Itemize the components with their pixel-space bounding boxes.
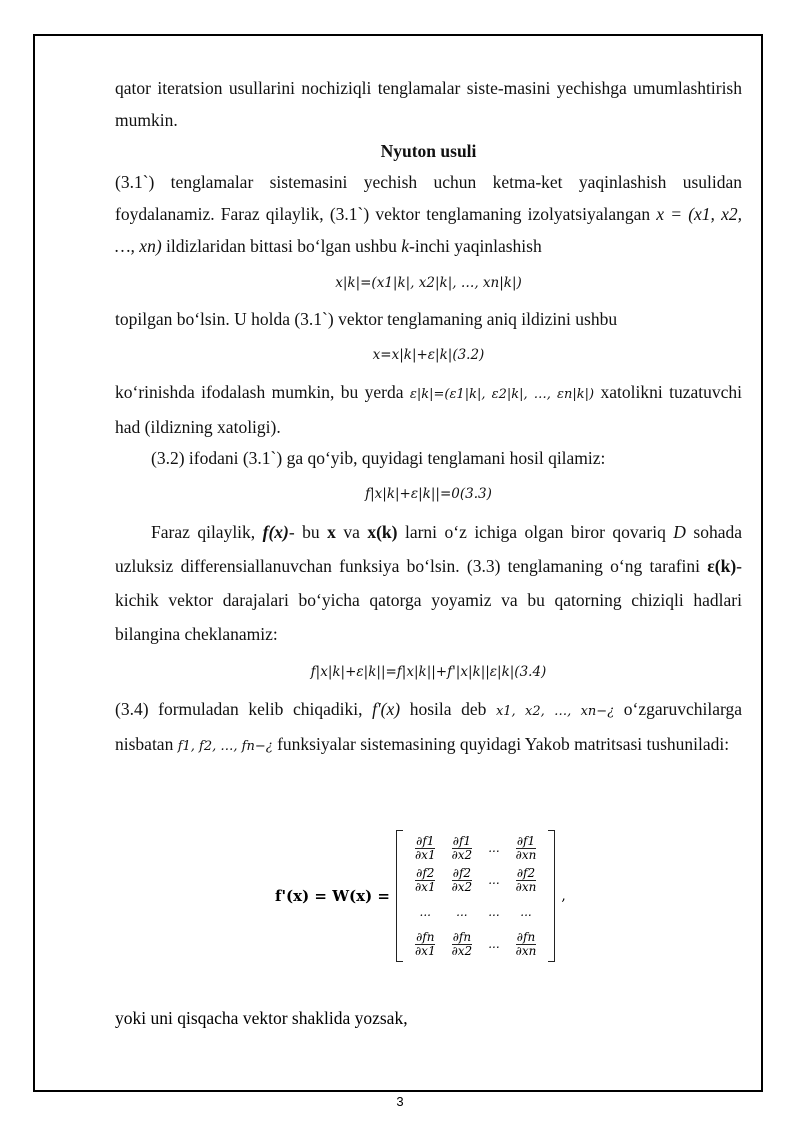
partial-derivative bbox=[516, 867, 537, 894]
text-run: (3.1`) tenglamalar sistemasini yechish uchun ketma-ket yaqinlashish usulidan foydalanamiz. Faraz qilaylik, (3.1`) vektor tenglamaning izolyatsiyalangan bbox=[115, 172, 742, 224]
matrix-cell: ... bbox=[488, 905, 500, 919]
text-run: -inchi yaqinlashish bbox=[409, 236, 542, 256]
paragraph-substitute: (3.2) ifodani (3.1`) ga qo‘yib, quyidagi tenglamani hosil qilamiz: bbox=[151, 448, 606, 468]
matrix-row bbox=[407, 896, 544, 928]
partial-derivative bbox=[415, 867, 436, 894]
domain-D: D bbox=[673, 522, 686, 542]
denominator: ∂xn bbox=[515, 944, 537, 958]
matrix-cell bbox=[444, 832, 481, 864]
matrix-cell bbox=[444, 864, 481, 896]
denominator: ∂x1 bbox=[414, 880, 436, 894]
denominator: ∂xn bbox=[515, 880, 537, 894]
iteration-k: k bbox=[401, 236, 410, 256]
equation-3-2: x=x|k|+ε|k|(3.2) bbox=[372, 347, 485, 363]
numerator: ∂fn bbox=[516, 930, 536, 944]
denominator: ∂x2 bbox=[451, 880, 473, 894]
numerator: ∂f1 bbox=[452, 834, 472, 848]
equation-3-3: f|x|k|+ε|k||=0(3.3) bbox=[365, 486, 492, 502]
matrix-cell: ... bbox=[520, 905, 532, 919]
paragraph-method bbox=[115, 166, 742, 262]
numerator: ∂f2 bbox=[452, 866, 472, 880]
page-number: 3 bbox=[396, 1094, 404, 1109]
matrix-right-bracket bbox=[548, 830, 555, 962]
vector-xk: x(k) bbox=[367, 522, 398, 542]
denominator: ∂x2 bbox=[451, 848, 473, 862]
matrix-left-bracket bbox=[396, 830, 403, 962]
text-run: ildizlaridan bittasi bo‘lgan ushbu bbox=[166, 236, 397, 256]
numerator: ∂fn bbox=[416, 930, 435, 944]
paragraph-error bbox=[115, 376, 742, 443]
denominator: ∂xn bbox=[515, 848, 537, 862]
denominator: ∂x1 bbox=[414, 848, 436, 862]
matrix-cell bbox=[407, 864, 444, 896]
partial-derivative bbox=[452, 931, 473, 958]
text-run: -kichik vektor darajalari bo‘yicha qatorga yoyamiz va bu qatorning chiziqli hadlari bilangina cheklanamiz: bbox=[115, 556, 742, 644]
matrix-cell bbox=[508, 864, 545, 896]
matrix-cell: ... bbox=[488, 937, 500, 951]
denominator: ∂x2 bbox=[451, 944, 473, 958]
matrix-cell bbox=[508, 832, 545, 864]
partial-derivative bbox=[452, 835, 473, 862]
matrix-cell bbox=[407, 928, 444, 960]
partial-derivative bbox=[516, 835, 537, 862]
text-run: (3.4) formuladan kelib chiqadiki, bbox=[115, 699, 363, 719]
equation-3-4: f|x|k|+ε|k||=f|x|k||+f'|x|k||ε|k|(3.4) bbox=[310, 664, 547, 680]
section-heading: Nyuton usuli bbox=[380, 141, 477, 161]
equation-xk: x|k|=(x1|k|, x2|k|, …, xn|k|) bbox=[335, 275, 522, 291]
jacobian-matrix-equation bbox=[275, 828, 566, 964]
paragraph-found: topilgan bo‘lsin. U holda (3.1`) vektor tenglamaning aniq ildizini ushbu bbox=[115, 309, 618, 329]
paragraph-jacobian bbox=[115, 693, 742, 763]
text-run: funksiyalar sistemasining quyidagi Yakob matritsasi tushuniladi: bbox=[277, 734, 730, 754]
matrix-cell bbox=[508, 928, 545, 960]
text-run: ko‘rinishda ifodalash mumkin, bu yerda bbox=[115, 382, 404, 402]
jacobian-matrix bbox=[407, 832, 544, 960]
vector-x-definition: x = (x1, x2, …, xn) bbox=[115, 204, 742, 256]
text-run: - bu bbox=[288, 522, 320, 542]
text-run: larni o‘z ichiga olgan biror qovariq bbox=[404, 522, 666, 542]
matrix-row bbox=[407, 864, 544, 896]
inline-equation-epsilon: ε|k|=(ε1|k|, ε2|k|, …, εn|k|) bbox=[409, 387, 595, 402]
partial-derivative bbox=[516, 931, 537, 958]
text-run: xatolikni tuzatuvchi had (ildizning xatoligi). bbox=[115, 382, 743, 437]
inline-variables: x1, x2, …, xn−¿ bbox=[495, 704, 615, 719]
vector-x: x bbox=[327, 522, 336, 542]
inline-functions: f1, f2, …, fn−¿ bbox=[177, 739, 273, 754]
paragraph-intro: qator iteratsion usullarini nochiziqli tenglamalar siste-masini yechishga umumlashtirish mumkin. bbox=[115, 78, 742, 130]
partial-derivative bbox=[415, 931, 436, 958]
text-run: hosila deb bbox=[409, 699, 487, 719]
matrix-cell: ... bbox=[456, 905, 468, 919]
denominator: ∂x1 bbox=[414, 944, 436, 958]
matrix-cell: ... bbox=[488, 873, 500, 887]
matrix-cell: ... bbox=[419, 905, 431, 919]
document-body bbox=[115, 72, 742, 763]
text-run: Faraz qilaylik, bbox=[151, 522, 256, 542]
text-run: o‘zgaruvchilarga nisbatan bbox=[115, 699, 742, 754]
derivative-f-prime: f'(x) bbox=[372, 699, 401, 719]
matrix-row bbox=[407, 832, 544, 864]
partial-derivative bbox=[452, 867, 473, 894]
matrix-lhs: f'(x) = W(x) = bbox=[275, 887, 390, 905]
matrix-cell bbox=[407, 832, 444, 864]
paragraph-assume bbox=[115, 515, 742, 651]
matrix-cell bbox=[444, 928, 481, 960]
vector-epsilon-k: ε(k) bbox=[707, 556, 737, 576]
text-run: sohada uzluksiz differensiallanuvchan funksiya bo‘lsin. (3.3) tenglamaning o‘ng tarafini bbox=[115, 522, 743, 576]
matrix-comma: , bbox=[561, 888, 566, 904]
numerator: ∂f2 bbox=[416, 866, 435, 880]
matrix-row bbox=[407, 928, 544, 960]
numerator: ∂fn bbox=[452, 930, 472, 944]
numerator: ∂f1 bbox=[416, 834, 435, 848]
paragraph-vector-form: yoki uni qisqacha vektor shaklida yozsak, bbox=[115, 1008, 408, 1028]
numerator: ∂f1 bbox=[516, 834, 536, 848]
numerator: ∂f2 bbox=[516, 866, 536, 880]
function-fx: f(x) bbox=[262, 522, 289, 542]
text-run: va bbox=[343, 522, 360, 542]
partial-derivative bbox=[415, 835, 436, 862]
matrix-cell: ... bbox=[488, 841, 500, 855]
